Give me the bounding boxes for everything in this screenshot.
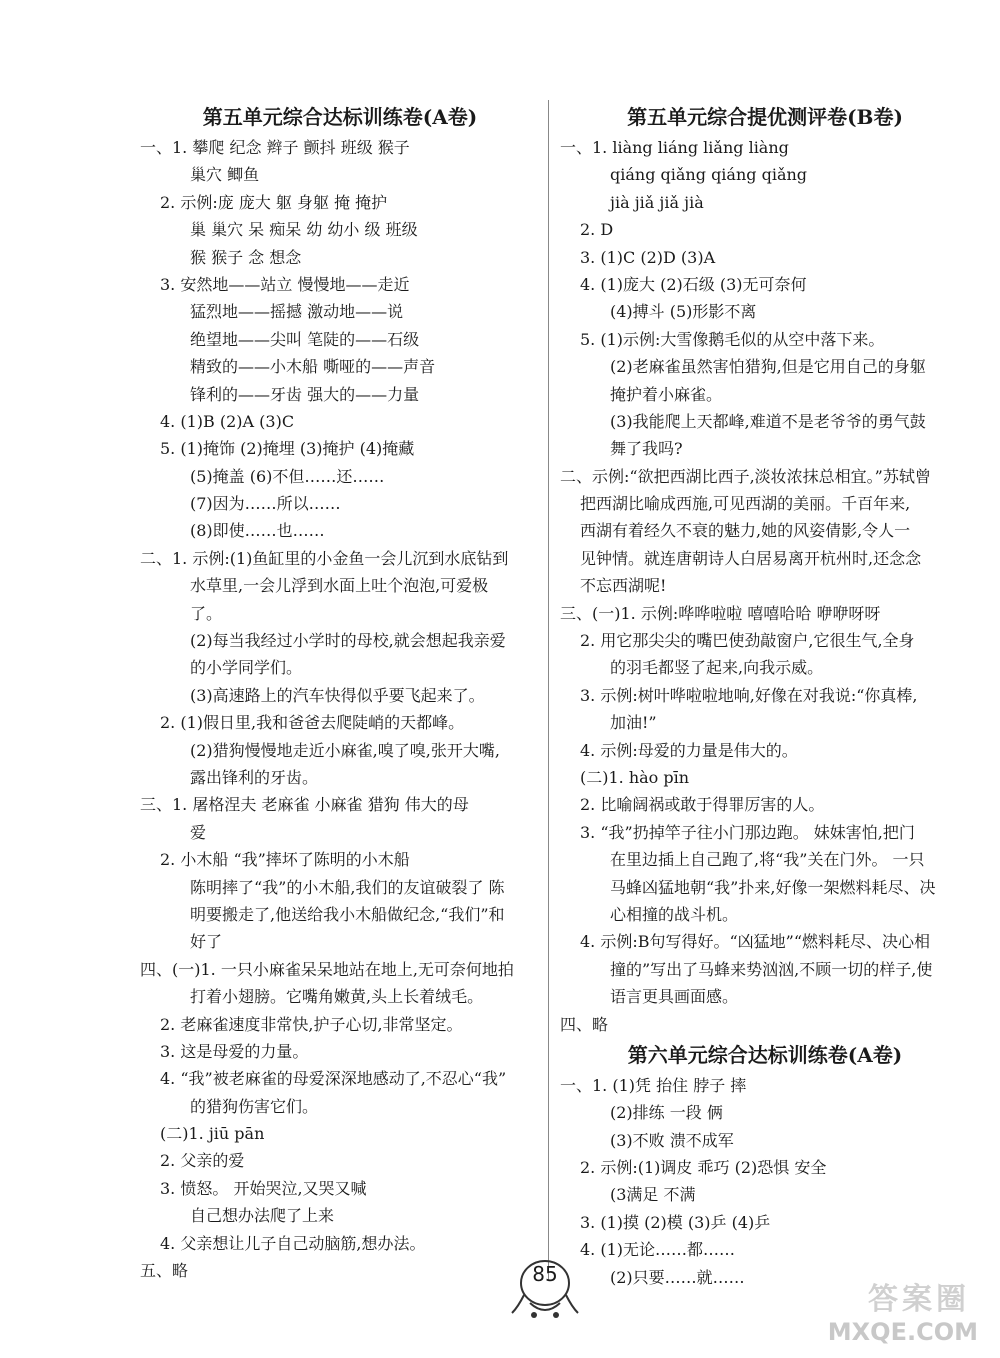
answer-line: (二)1. jiū pān <box>160 1124 265 1144</box>
section-title-unit5-b: 第五单元综合提优测评卷(B卷) <box>627 105 903 129</box>
answer-line: 巢 巢穴 呆 痴呆 幼 幼小 级 班级 <box>190 220 418 240</box>
answer-line: (3)不败 溃不成军 <box>610 1130 734 1150</box>
answer-line: 猛烈地——摇撼 激动地——说 <box>190 302 404 322</box>
answer-line: 4. “我”被老麻雀的母爱深深地感动了,不忍心“我” <box>160 1069 507 1089</box>
answer-line: 二、示例:“欲把西湖比西子,淡妆浓抹总相宜。”苏轼曾 <box>560 466 931 486</box>
answer-line: 锋利的——牙齿 强大的——力量 <box>190 384 420 404</box>
column-divider <box>548 100 549 1280</box>
answer-line: qiáng qiǎng qiáng qiǎng <box>610 165 808 185</box>
answer-line: 一、1. (1)凭 抬住 脖子 摔 <box>560 1075 747 1095</box>
answer-line: 不忘西湖呢! <box>580 576 667 596</box>
answer-line: 4. 示例:B句写得好。“凶猛地”“燃料耗尽、决心相 <box>580 932 931 952</box>
answer-line: (2)排练 一段 俩 <box>610 1103 723 1123</box>
answer-line: (4)搏斗 (5)形影不离 <box>610 302 757 322</box>
answer-line: 3. 示例:树叶哗啦啦地响,好像在对我说:“你真棒, <box>580 685 918 705</box>
answer-line: (2)老麻雀虽然害怕猎狗,但是它用自己的身躯 <box>610 357 926 377</box>
answer-line: 三、(一)1. 示例:哗哗啦啦 嘻嘻哈哈 咿咿呀呀 <box>560 603 881 623</box>
answer-line: 2. 比喻阔祸或敢于得罪厉害的人。 <box>580 795 825 815</box>
answer-line: 了。 <box>190 603 223 623</box>
answer-line: jià jiǎ jiǎ jià <box>610 192 704 212</box>
answer-line: (3)我能爬上天都峰,难道不是老爷爷的勇气鼓 <box>610 411 926 431</box>
answer-line: (2)猎狗慢慢地走近小麻雀,嗅了嗅,张开大嘴, <box>190 740 500 760</box>
answer-line: (7)因为……所以…… <box>190 494 341 514</box>
answer-line: 2. 示例:庞 庞大 躯 身躯 掩 掩护 <box>160 192 388 212</box>
answer-line: 二、1. 示例:(1)鱼缸里的小金鱼一会儿沉到水底钻到 <box>140 548 509 568</box>
page-number: 85 <box>532 1262 558 1286</box>
answer-line: 马蜂凶猛地朝“我”扑来,好像一架燃料耗尽、决 <box>610 877 936 897</box>
answer-line: 3. (1)C (2)D (3)A <box>580 247 716 267</box>
answer-line: (2)每当我经过小学时的母校,就会想起我亲爱 <box>190 631 506 651</box>
answer-line: 四、略 <box>560 1014 609 1034</box>
right-column <box>560 100 970 1291</box>
answer-line: 见钟情。就连唐朝诗人白居易离开杭州时,还念念 <box>580 548 922 568</box>
answer-line: 2. D <box>580 220 614 240</box>
answer-line: (8)即使……也…… <box>190 521 325 541</box>
answer-line: 5. (1)示例:大雪像鹅毛似的从空中落下来。 <box>580 329 885 349</box>
answer-list-right <box>560 134 970 1038</box>
answer-line: 四、(一)1. 一只小麻雀呆呆地站在地上,无可奈何地拍 <box>140 959 514 979</box>
answer-line: (3满足 不满 <box>610 1185 696 1205</box>
answer-line: 4. (1)庞大 (2)石级 (3)无可奈何 <box>580 274 807 294</box>
answer-line: 露出锋利的牙齿。 <box>190 767 319 787</box>
answer-line: 3. 这是母爱的力量。 <box>160 1041 309 1061</box>
answer-line: 3. (1)摸 (2)模 (3)乒 (4)乒 <box>580 1212 771 1232</box>
answer-line: 掩护着小麻雀。 <box>610 384 723 404</box>
answer-line: 把西湖比喻成西施,可见西湖的美丽。千百年来, <box>580 494 911 514</box>
answer-line: (二)1. hào pīn <box>580 767 690 787</box>
watermark-logo: 答案圈 <box>868 1282 970 1317</box>
answer-line: 一、1. liàng liáng liǎng liàng <box>560 138 789 157</box>
answer-line: 的小学同学们。 <box>190 658 303 678</box>
answer-line: 2. 示例:(1)调皮 乖巧 (2)恐惧 安全 <box>580 1158 827 1178</box>
answer-line: 撞的”写出了马蜂来势汹汹,不顾一切的样子,使 <box>610 959 933 979</box>
watermark-url: MXQE.COM <box>827 1318 978 1346</box>
answer-line: 五、略 <box>140 1261 189 1281</box>
answer-line: 精致的——小木船 嘶哑的——声音 <box>190 357 436 377</box>
answer-line: 2. 用它那尖尖的嘴巴使劲敲窗户,它很生气,全身 <box>580 631 915 651</box>
answer-line: 4. (1)无论……都…… <box>580 1240 736 1260</box>
answer-line: 打着小翅膀。它嘴角嫩黄,头上长着绒毛。 <box>190 987 484 1007</box>
answer-line: 的猎狗伤害它们。 <box>190 1096 319 1116</box>
answer-line: 3. 愤怒。 开始哭泣,又哭又喊 <box>160 1178 367 1198</box>
answer-line: 心相撞的战斗机。 <box>610 904 739 924</box>
answer-line: 好了 <box>190 932 223 952</box>
answer-line: 的羽毛都竖了起来,向我示威。 <box>610 658 824 678</box>
answer-line: (3)高速路上的汽车快得似乎要飞起来了。 <box>190 685 485 705</box>
answer-line: 4. (1)B (2)A (3)C <box>160 411 295 431</box>
answer-line: 2. 小木船 “我”摔坏了陈明的小木船 <box>160 850 410 870</box>
answer-line: 语言更具画面感。 <box>610 987 739 1007</box>
answer-line: 一、1. 攀爬 纪念 辫子 颤抖 班级 猴子 <box>140 138 410 157</box>
answer-line: 三、1. 屠格涅夫 老麻雀 小麻雀 猎狗 伟大的母 <box>140 795 469 815</box>
answer-line: (2)只要……就…… <box>610 1267 745 1287</box>
answer-line: 5. (1)掩饰 (2)掩埋 (3)掩护 (4)掩藏 <box>160 439 415 459</box>
answer-line: 猴 猴子 念 想念 <box>190 247 302 267</box>
answer-line: 明要搬走了,他送给我小木船做纪念,“我们”和 <box>190 904 505 924</box>
answer-line: 西湖有着经久不衰的魅力,她的风姿倩影,令人一 <box>580 521 911 541</box>
answer-line: 陈明摔了“我”的小木船,我们的友谊破裂了 陈 <box>190 877 505 897</box>
answer-line: 2. 老麻雀速度非常快,护子心切,非常坚定。 <box>160 1014 463 1034</box>
answer-line: 巢穴 鲫鱼 <box>190 165 260 185</box>
answer-line: 4. 父亲想让儿子自己动脑筋,想办法。 <box>160 1233 426 1253</box>
answer-line: 在里边插上自己跑了,将“我”关在门外。 一只 <box>610 850 925 870</box>
answer-line: 2. 父亲的爱 <box>160 1151 245 1171</box>
answer-line: 自己想办法爬了上来 <box>190 1206 335 1226</box>
answer-line: 3. 安然地——站立 慢慢地——走近 <box>160 274 410 294</box>
answer-line: 4. 示例:母爱的力量是伟大的。 <box>580 740 798 760</box>
section-title-unit5-a: 第五单元综合达标训练卷(A卷) <box>202 105 478 129</box>
section-title-unit6-a: 第六单元综合达标训练卷(A卷) <box>627 1042 903 1067</box>
answer-line: (5)掩盖 (6)不但……还…… <box>190 466 385 486</box>
answer-line: 水草里,一会儿浮到水面上吐个泡泡,可爱极 <box>190 576 489 596</box>
answer-line: 2. (1)假日里,我和爸爸去爬陡峭的天都峰。 <box>160 713 465 733</box>
answer-line: 爱 <box>190 822 207 842</box>
answer-line: 舞了我吗? <box>610 439 683 459</box>
answer-line: 3. “我”扔掉竿子往小门那边跑。 妹妹害怕,把门 <box>580 822 915 842</box>
left-column <box>140 100 540 1284</box>
answer-list-left <box>140 134 540 1284</box>
answer-line: 绝望地——尖叫 笔陡的——石级 <box>190 329 420 349</box>
answer-list-right-2 <box>560 1072 970 1291</box>
answer-line: 加油!” <box>610 713 657 733</box>
